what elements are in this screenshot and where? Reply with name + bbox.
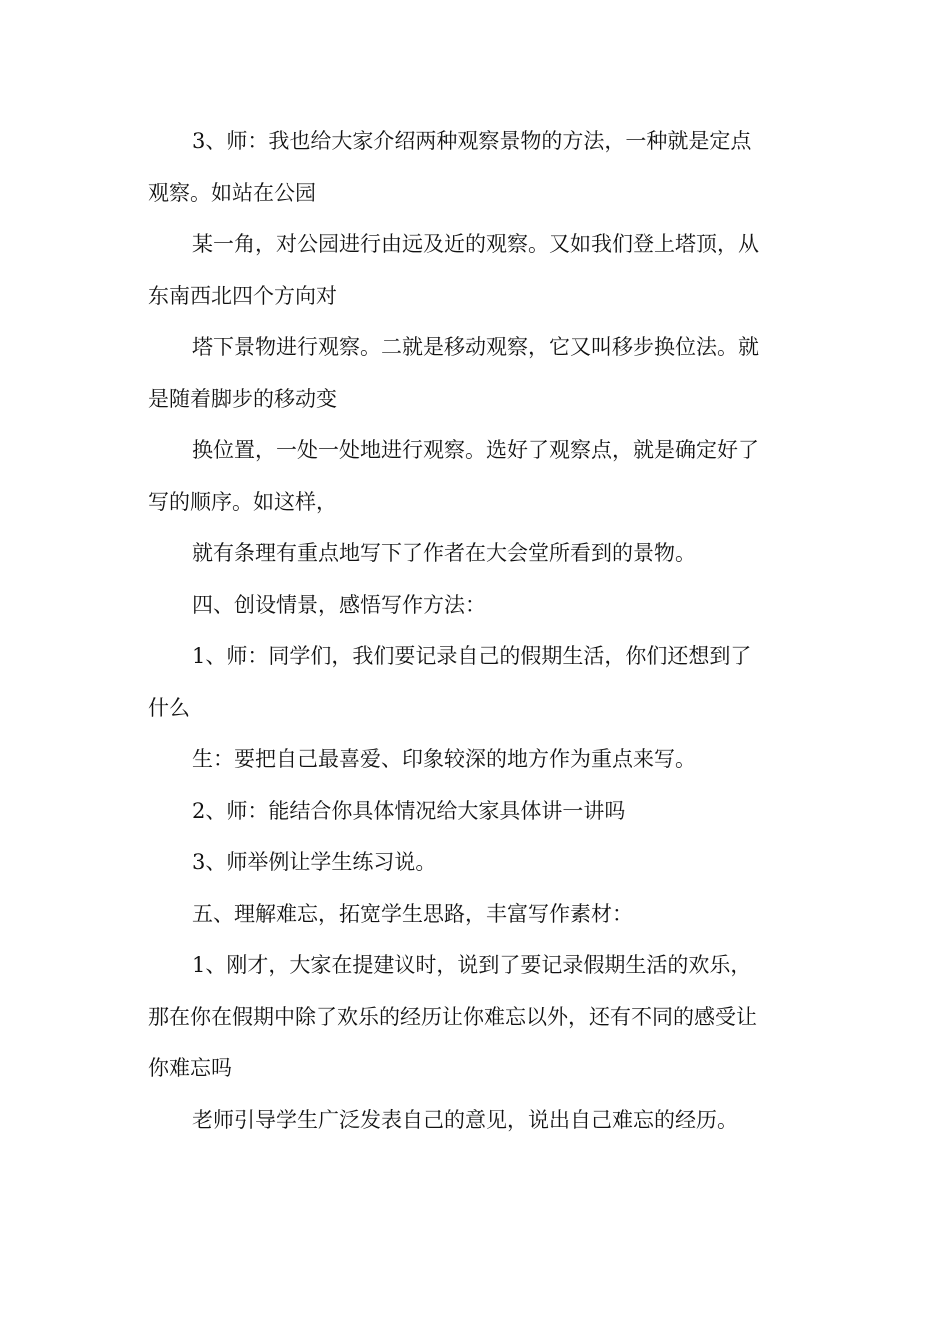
text-line: 写的顺序。如这样， [148,489,337,514]
text-line: 3、师：我也给大家介绍两种观察景物的方法，一种就是定点 [192,129,752,153]
text-line: 是随着脚步的移动变 [148,386,337,411]
text-line: 东南西北四个方向对 [148,283,337,308]
text-line: 就有条理有重点地写下了作者在大会堂所看到的景物。 [192,541,696,565]
text-line: 老师引导学生广泛发表自己的意见，说出自己难忘的经历。 [192,1107,738,1132]
text-line: 某一角，对公园进行由远及近的观察。又如我们登上塔顶，从 [192,232,759,256]
text-line: 2、师：能结合你具体情况给大家具体讲一讲吗 [192,798,626,823]
text-line: 生：要把自己最喜爱、印象较深的地方作为重点来写。 [192,747,696,771]
paragraph [148,322,808,425]
text-line: 你难忘吗 [148,1056,232,1080]
paragraph [148,528,808,580]
text-line: 那在你在假期中除了欢乐的经历让你难忘以外，还有不同的感受让 [148,1004,757,1029]
text-line: 四、创设情景，感悟写作方法： [192,592,486,617]
text-line: 观察。如站在公园 [148,180,316,205]
text-line: 1、师：同学们，我们要记录自己的假期生活，你们还想到了 [192,644,752,668]
paragraph [148,734,808,786]
text-line: 塔下景物进行观察。二就是移动观察，它又叫移步换位法。就 [192,335,759,359]
text-line: 什么 [148,695,190,720]
document-body [148,116,808,1146]
paragraph [148,219,808,322]
text-line: 五、理解难忘，拓宽学生思路，丰富写作素材： [192,901,633,926]
paragraph [148,786,808,838]
paragraph [148,116,808,219]
paragraph [148,425,808,528]
paragraph [148,837,808,889]
text-line: 换位置，一处一处地进行观察。选好了观察点，就是确定好了 [192,438,759,462]
section-heading [148,580,808,632]
paragraph [148,631,808,734]
text-line: 1、刚才，大家在提建议时，说到了要记录假期生活的欢乐， [192,953,752,977]
paragraph [148,940,808,1095]
section-heading [148,889,808,941]
text-line: 3、师举例让学生练习说。 [192,850,437,874]
paragraph [148,1095,808,1147]
